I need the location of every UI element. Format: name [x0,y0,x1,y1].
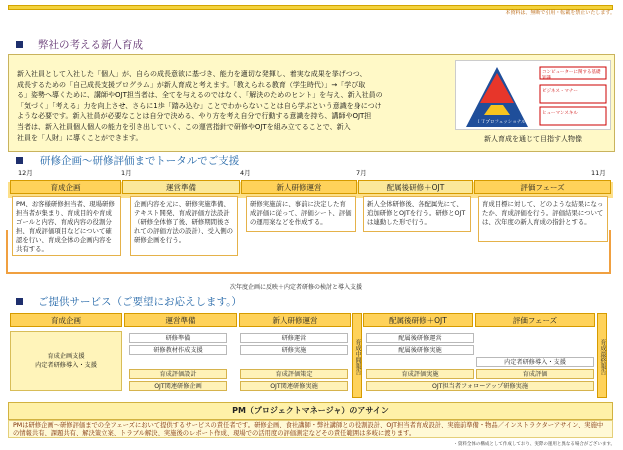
phase-text: PM、お客様研修担当者、現場研修担当者が集まり、育成目的や育成ゴールと内容、育成内容の役割分担、育成評価項目などについて確認を行い、育成全体の企画内容を共有する。 [12,196,121,256]
phase-text: 企画内容を元に、研修実施準備、テキスト開発、育成評価方法設計（研修全体修了後、研修期間後されての評価方法の設計）、受入側の研修企画を行う。 [130,196,238,256]
intro-line: 当者は、新入社員個人個人の能力を引き出していく、この運営指針で研修やOJTを組み立てることで、新入 [17,122,351,131]
month-label: 4月 [240,169,251,177]
section3-title: ご提供サービス（ご要望にお応えします。） [38,296,242,308]
phase-header: 配属後研修＋OJT [358,180,473,194]
final-report-bar: 育成最終報告 [597,313,607,398]
intro-line: ような必要です。新入社員が必要なことは自分で決める、やり方を考え自分で行動する意識を持ち、講師やOJT担 [17,112,372,121]
month-label: 11月 [591,169,606,177]
service-header: 運営準備 [124,313,237,327]
intro-line: 新入社員として入社した「個人」が、自らの成長意欲に基づき、能力を適切な発揮し、着実な成果を挙げつつ、 [17,70,367,78]
intro-line: 「気づく」「考える」力を向上させ、さらに1歩「踏み込む」ことでわからないことは自ら学ぶという意識を身につけ [17,101,382,110]
section1-bullet [16,41,23,48]
service-cell: 研修教材作成支援 [129,345,227,355]
image-caption: 新人育成を通じて目指す人物像 [484,135,582,143]
service-cell: 研修準備 [129,333,227,343]
phase-text: 新人全体研修後、各配属先にて、追加研修とOJTを行う。研修とOJTは連動した形で行う。 [363,196,471,232]
month-label: 12月 [18,169,33,177]
service-cell: 育成評価実施 [366,369,474,379]
footnote: ・資料全体の構成として作成しており、実際の運用と異なる場合がございます。 [453,442,615,447]
phase-header: 育成企画 [10,180,121,194]
service-header: 評価フェーズ [475,313,595,327]
section1-title: 弊社の考える新人育成 [38,39,143,51]
planning-cell: 育成企画支援 [47,353,85,360]
section3-bullet [16,298,23,305]
feedback-loop-line [6,230,611,274]
intro-line: 成長するための「自己成長支援プログラム」が新人育成と考えます。「教えられる教育（学生時代）」→「学び取 [17,80,366,89]
phase-text: 育成目標に対して、どのような結果になったか、育成評価を行う。評価結果については、次年度の新人育成の指針とする。 [478,196,608,242]
top-note: 本資料は、無断で引用・転載を禁止いたします。 [505,10,615,16]
service-cell: 研修実施 [240,345,348,355]
service-header: 育成企画 [10,313,122,327]
service-cell: OJT関連研修実施 [240,381,348,391]
pyramid-label: ビジネス・マナー [542,89,578,94]
service-cell: 配属後研修実施 [366,345,474,355]
service-cell: OJT担当者フォローアップ研修実施 [366,381,594,391]
intro-text [17,69,437,143]
pyramid-label: ＩＴプロフェッショナル [476,120,526,125]
phase-text: 研修実施前に、事前に決定した育成評価に従って、評価シート、評価の運用案などを作成する。 [246,196,356,232]
midterm-report-bar: 育成中間報告 [352,313,362,398]
month-label: 1月 [121,169,132,177]
pyramid-figure [455,60,611,130]
intro-line: る」姿勢へ導くために、講師やOJT担当者は、全てを与えるのではなく、「解決のためのヒント」を与え、新入社員の [17,91,383,100]
service-cell: 内定者研修導入・支援 [476,357,594,367]
service-cell: 育成評価 [476,369,594,379]
month-label: 7月 [356,169,367,177]
pyramid-label: ヒューマンスキル [542,111,578,116]
planning-cell: 内定者研修導入・支援 [35,362,97,369]
service-cell: 育成評価策定 [240,369,348,379]
service-header: 配属後研修＋OJT [363,313,473,327]
intro-line: 社員を「人財」に導くことができます。 [17,133,143,142]
service-header: 新人研修運営 [239,313,351,327]
pm-title: PM（プロジェクトマネージャ）のアサイン [8,402,613,420]
section2-bullet [16,157,23,164]
phase-header: 新人研修運営 [241,180,357,194]
section2-title: 研修企画～研修評価までトータルでご支援 [40,155,240,167]
phase-header: 評価フェーズ [474,180,611,194]
service-cell: 育成評価設計 [129,369,227,379]
service-cell: 配属後研修運営 [366,333,474,343]
pyramid-label: コンピューターに関する基礎知識 [542,70,601,81]
phase-header: 運営準備 [122,180,240,194]
service-cell: 研修運営 [240,333,348,343]
service-cell: OJT関連研修企画 [129,381,227,391]
loop-caption: 次年度企画に反映＋内定者研修の検討と導入支援 [230,284,363,291]
pm-description: PMは研修企画～研修評価までの全フェーズにおいて提供するサービスの責任者です。研修企画、食社講師・弊社講師との役割設計、OJT担当者育成設計、実施前準備・物品／インストラクターアサイン、実施中の情報共有、課題共有、解決策立案、トラブル解決、実施後のレポート作成、現場での活用度の評価測定などその責任範囲は多岐に渡ります。 [8,420,613,438]
